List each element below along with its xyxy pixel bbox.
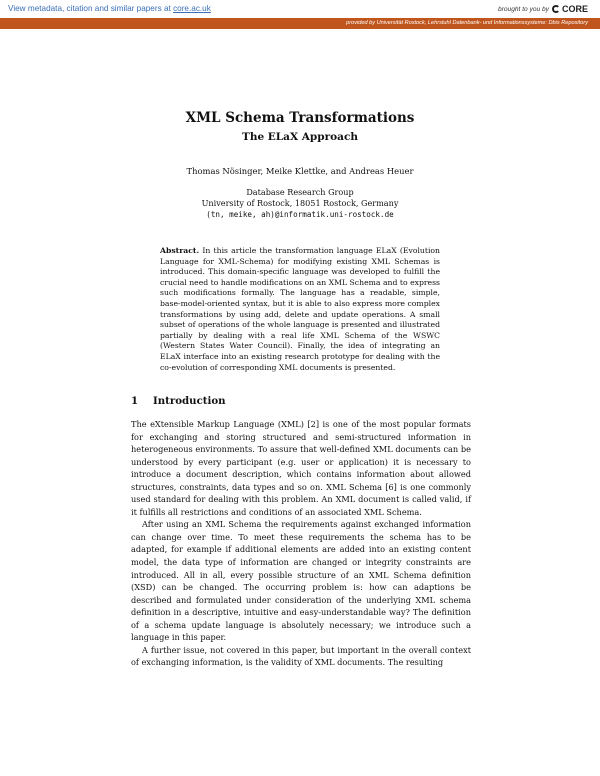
- paragraph-2: After using an XML Schema the requirements against exchanged information can change over time. To meet these requirements the schema has to be adapted, for example if additional elements are added into an existing content model, the data type of information are changed or integrity constraints are introduced. All in all, every possible structure of an XML Schema definition (XSD) can be changed. The occurring problem is: how can adaptions be described and formulated under consideration of the underlying XML schema definition in a descriptive, intuitive and easy-understandable way? The definition of a schema update language is absolutely necessary; we introduce such a language in this paper.: [131, 519, 471, 643]
- brought-by-text: brought to you by: [498, 5, 549, 13]
- core-provider-banner: [0, 18, 600, 29]
- introduction-body: [131, 418, 471, 669]
- section-title: Introduction: [153, 395, 226, 407]
- core-logo-text: CORE: [561, 4, 588, 14]
- core-logo-icon: [552, 5, 560, 13]
- author-email: (tn, meike, ah)@informatik.uni-rostock.de: [206, 210, 394, 219]
- core-header: [0, 0, 600, 18]
- core-link-domain[interactable]: core.ac.uk: [173, 4, 211, 13]
- paper-title: XML Schema Transformations: [185, 110, 415, 126]
- paper-authors: Thomas Nösinger, Meike Klettke, and Andreas Heuer: [186, 166, 414, 176]
- paragraph-1: The eXtensible Markup Language (XML) [2] is one of the most popular formats for exchanging and storing structured and semi-structured information in heterogeneous environments. To assure that well-defined XML documents can be understood by every participant (e.g. user or application) it is necessary to introduce a document description, which contains information about allowed structures, constraints, data types and so on. XML Schema [6] is one commonly used standard for dealing with this problem. An XML document is called valid, if it fulfills all restrictions and conditions of an associated XML Schema.: [131, 419, 471, 517]
- abstract: [160, 246, 440, 373]
- core-logo: [552, 4, 588, 14]
- provided-by-text: provided by Universität Rostock, Lehrstuhl Datenbank- und Informationssysteme: Dbis Repository: [346, 19, 588, 26]
- core-metadata-link[interactable]: [8, 4, 211, 13]
- paper-subtitle: The ELaX Approach: [242, 131, 358, 143]
- core-link-prefix: View metadata, citation and similar papers at: [8, 4, 171, 13]
- paragraph-3: A further issue, not covered in this paper, but important in the overall context of exchanging information, is the validity of XML documents. The resulting: [131, 644, 471, 668]
- section-number: 1: [131, 395, 139, 407]
- abstract-label: Abstract.: [160, 246, 200, 255]
- paper-affiliation: [0, 187, 600, 220]
- section-heading: [131, 395, 226, 407]
- core-brand[interactable]: [498, 4, 588, 14]
- affiliation-university: University of Rostock, 18051 Rostock, Germany: [201, 198, 399, 208]
- affiliation-group: Database Research Group: [246, 187, 354, 197]
- abstract-text: In this article the transformation language ELaX (Evolution Language for XML-Schema) for modifying existing XML Schemas is introduced. This domain-specific language was developed to fulfill the crucial need to handle modifications on an XML Schema and to express such modifications formally. The language has a readable, simple, base-model-oriented syntax, but it is able to also express more complex transformations by using add, delete and update operations. A small subset of operations of the whole language is presented and illustrated partially by dealing with a real life XML Schema of the WSWC (Western States Water Council). Finally, the idea of integrating an ELaX interface into an existing research prototype for dealing with the co-evolution of corresponding XML documents is presented.: [160, 246, 440, 372]
